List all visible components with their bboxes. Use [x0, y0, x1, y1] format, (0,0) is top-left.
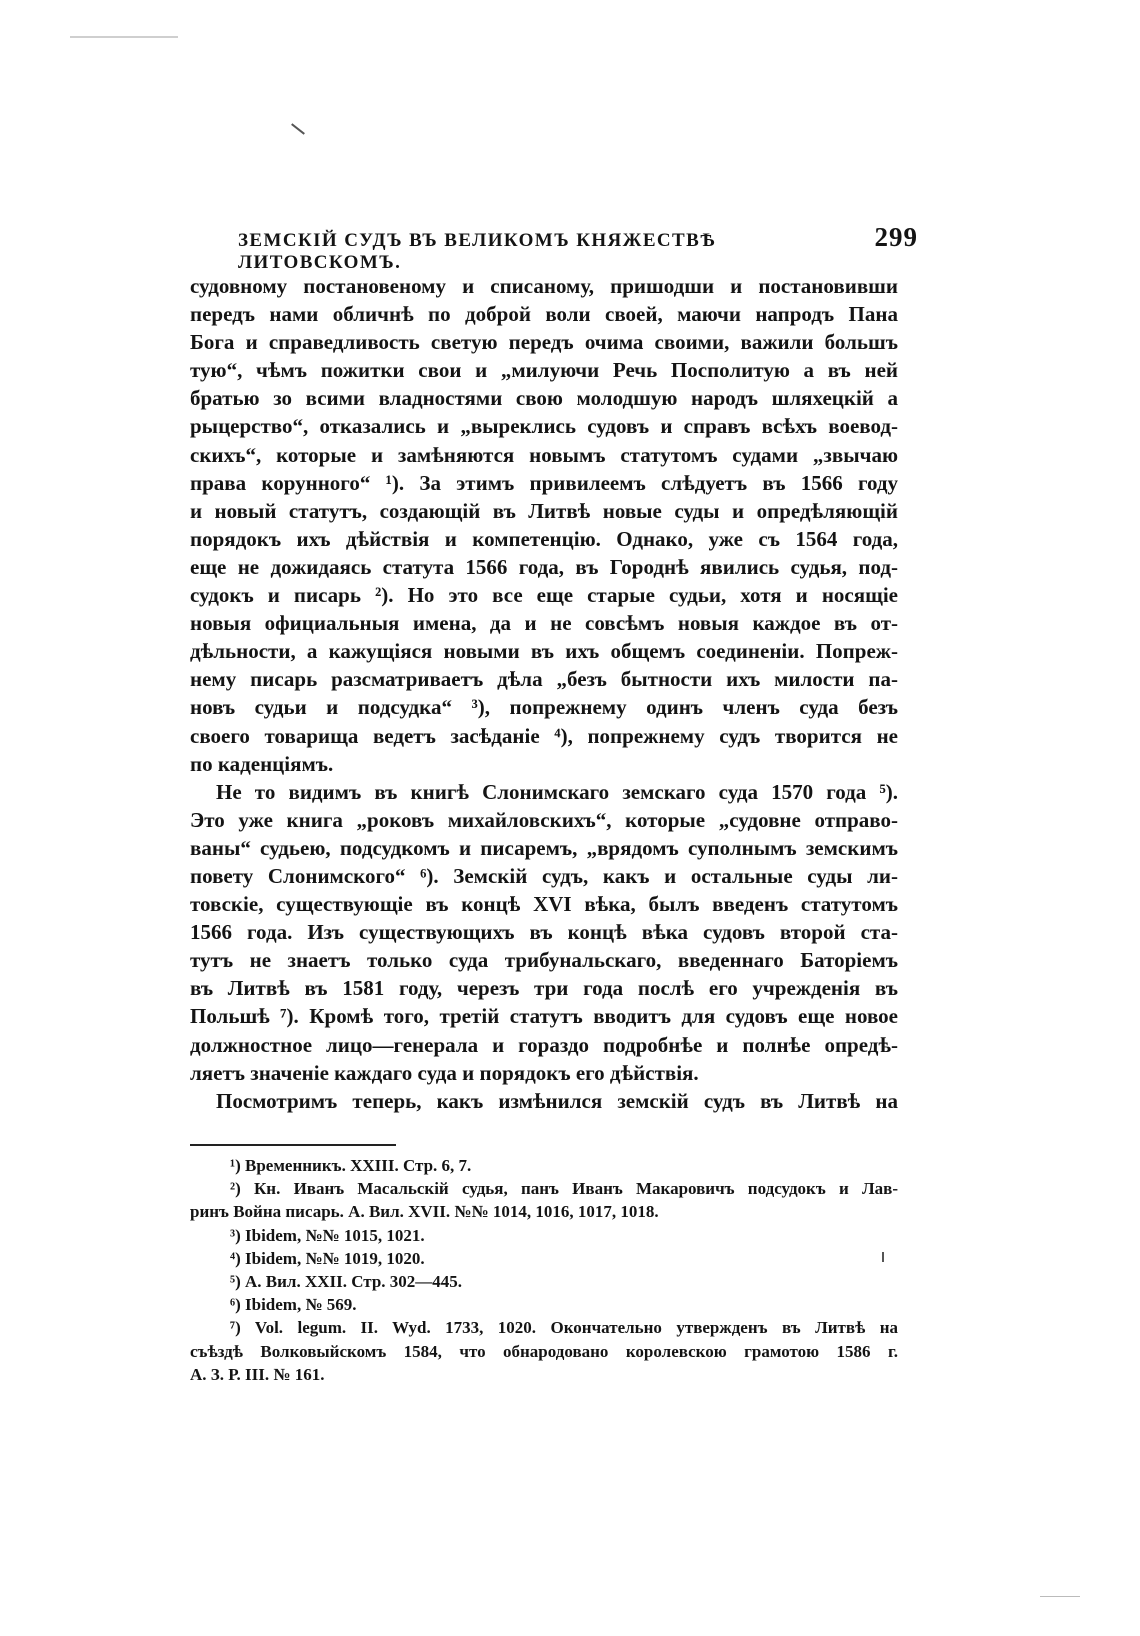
body-line: ляетъ значеніе каждаго суда и порядокъ его дѣйствія.: [190, 1060, 699, 1085]
body-line: своего товарища ведетъ засѣданіе ⁴), попрежнему судъ творится не: [190, 723, 898, 748]
footnote-2-continued: ринъ Война писарь. А. Вил. XVII. №№ 1014, 1016, 1017, 1018.: [190, 1202, 659, 1222]
page-number: 299: [874, 222, 918, 252]
footnote-1: ¹) Временникъ. XXIII. Стр. 6, 7.: [230, 1156, 472, 1175]
running-title: ЗЕМСКІЙ СУДЪ ВЪ ВЕЛИКОМЪ КНЯЖЕСТВѢ ЛИТОВСКОМЪ.: [238, 230, 717, 273]
footnote-7: ⁷) Vol. legum. II. Wyd. 1733, 1020. Окончательно утвержденъ въ Литвѣ на: [230, 1318, 898, 1338]
body-line: Бога и справедливость светую передъ очима своими, важили большъ: [190, 330, 898, 355]
body-line: тую“, чѣмъ пожитки свои и „милуючи Речь Посполитую а въ ней: [190, 358, 898, 383]
body-line: должностное лицо—генерала и гораздо подробнѣе и полнѣе опредѣ-: [190, 1032, 898, 1057]
paragraph-start-line: Посмотримъ теперь, какъ измѣнился земскій судъ въ Литвѣ на: [216, 1088, 898, 1113]
scan-artifact-line-bottom: [1040, 1596, 1080, 1597]
footnote-2: ²) Кн. Иванъ Масальскій судья, панъ Иванъ Макаровичъ подсудокъ и Лав-: [230, 1179, 898, 1199]
footnote-7-continued: съѣздѣ Волковыйскомъ 1584, что обнародовано королевскою грамотою 1586 г.: [190, 1341, 898, 1361]
body-line: Польшѣ ⁷). Кромѣ того, третій статутъ вводитъ для судовъ еще новое: [190, 1004, 898, 1029]
body-line: порядокъ ихъ дѣйствія и компетенцію. Однако, уже съ 1564 года,: [190, 526, 898, 551]
body-line: права корунного“ ¹). За этимъ привилеемъ слѣдуетъ въ 1566 году: [190, 470, 898, 495]
body-line: скихъ“, которые и замѣняются новымъ статутомъ судами „звычаю: [190, 442, 898, 467]
body-line: товскіе, существующіе въ концѣ XVI вѣка, былъ введенъ статутомъ: [190, 892, 898, 917]
footnote-5: ⁵) А. Вил. XXII. Стр. 302—445.: [230, 1271, 463, 1291]
footnote-7-end: А. З. Р. III. № 161.: [190, 1364, 325, 1384]
body-line: дѣльности, а кажущіяся новыми въ ихъ общемъ соединеніи. Попреж-: [190, 639, 898, 664]
footnote-3: ³) Ibidem, №№ 1015, 1021.: [230, 1225, 425, 1245]
scan-artifact-tick: [291, 123, 305, 134]
body-line: ваны“ судьею, подсудкомъ и писаремъ, „врядомъ суполнымъ земскимъ: [190, 835, 898, 860]
body-line: судовному постановеному и списаному, пришодши и постановивши: [190, 274, 898, 298]
footnote-4: ⁴) Ibidem, №№ 1019, 1020.: [230, 1248, 425, 1268]
body-line: по каденціямъ.: [190, 751, 334, 776]
body-line: братью зо всими владностями свою молодшую народъ шляхецкій а: [190, 386, 898, 411]
body-line: и новый статутъ, создающій въ Литвѣ новые суды и опредѣляющій: [190, 498, 898, 523]
footnote-6: ⁶) Ibidem, № 569.: [230, 1295, 357, 1315]
body-line: 1566 года. Изъ существующихъ въ концѣ вѣка судовъ второй ста-: [190, 920, 898, 945]
body-line: нему писарь разсматриваетъ дѣла „безъ бытности ихъ милости па-: [190, 667, 898, 692]
body-line: рыцерство“, отказались и „выреклись судовъ и справъ всѣхъ воевод-: [190, 414, 898, 439]
body-line: новъ судьи и подсудка“ ³), попрежнему одинъ членъ суда безъ: [190, 695, 898, 720]
body-line: новыя официальныя имена, да и не совсѣмъ новыя каждое въ от-: [190, 611, 898, 636]
body-line: Это уже книга „роковъ михайловскихъ“, которые „судовне отправо-: [190, 807, 898, 832]
body-line: въ Литвѣ въ 1581 году, черезъ три года послѣ его учрежденія въ: [190, 976, 898, 1001]
body-line: повету Слонимского“ ⁶). Земскій судъ, какъ и остальные суды ли-: [190, 863, 898, 888]
body-text: [190, 272, 898, 1115]
footnote-separator: [190, 1144, 396, 1146]
body-line: передъ нами обличнѣ по доброй воли своей, маючи напродъ Пана: [190, 302, 898, 327]
paragraph-start-line: Не то видимъ въ книгѣ Слонимскаго земскаго суда 1570 года ⁵).: [216, 779, 898, 804]
page-header: [238, 222, 918, 274]
body-line: тутъ не знаетъ только суда трибунальскаго, введеннаго Баторіемъ: [190, 948, 898, 973]
footnotes: [190, 1154, 898, 1386]
scan-artifact-line: [70, 36, 178, 38]
body-line: судокъ и писарь ²). Но это все еще старые судьи, хотя и носящіе: [190, 583, 898, 608]
body-line: еще не дожидаясь статута 1566 года, въ Городнѣ явились судья, под-: [190, 554, 898, 579]
